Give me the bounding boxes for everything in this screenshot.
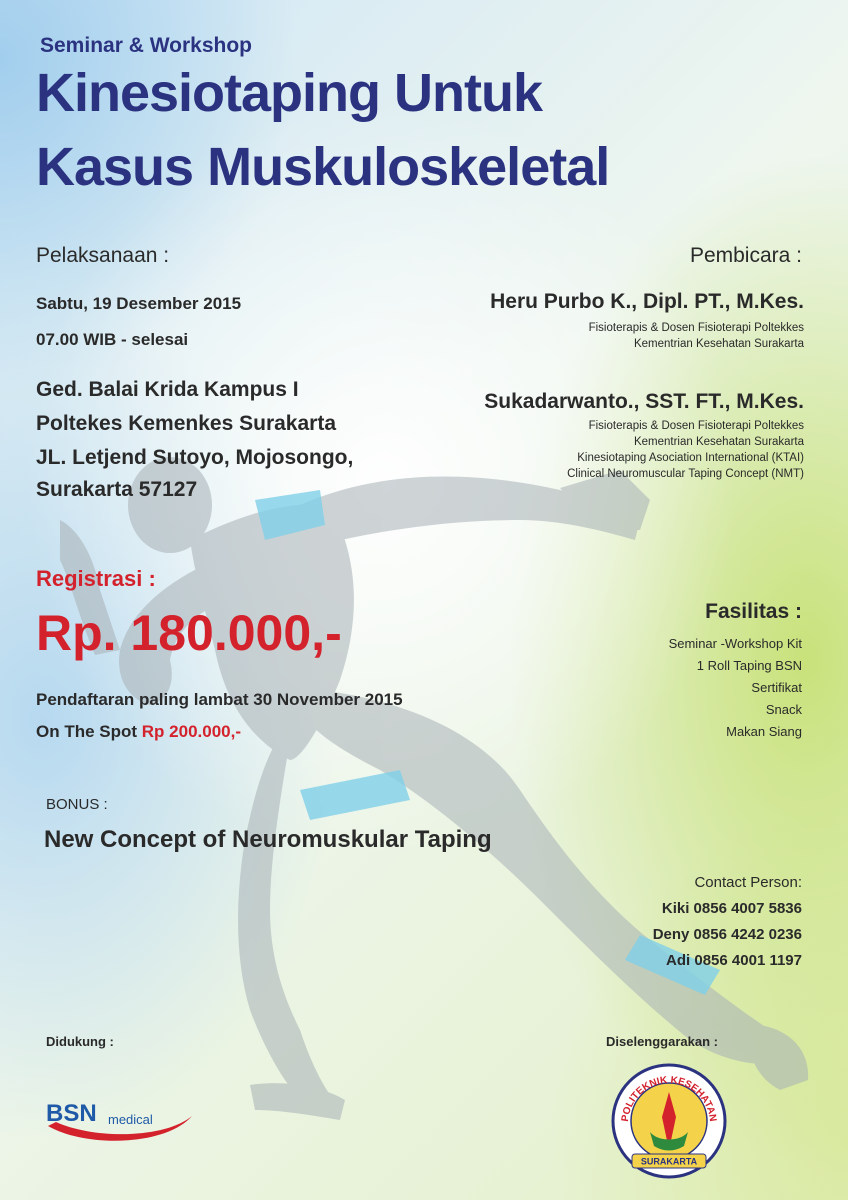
speaker-2-affil-1: Fisioterapis & Dosen Fisioterapi Poltekkes xyxy=(588,420,804,432)
bsn-medical-logo xyxy=(46,1096,196,1147)
event-title-line2: Kasus Muskuloskeletal xyxy=(36,137,610,197)
diselenggarakan-label: Diselenggarakan : xyxy=(606,1034,718,1049)
onspot-label: On The Spot xyxy=(36,722,138,741)
runner-front-foot xyxy=(250,1083,345,1120)
kinesio-tape-thigh xyxy=(300,770,410,820)
speaker-2-affil-3: Kinesiotaping Asociation International (KTAI) xyxy=(577,452,804,464)
medical-logo-text: medical xyxy=(108,1112,153,1127)
speaker-2-affil-2: Kementrian Kesehatan Surakarta xyxy=(633,436,804,448)
onspot-price: Rp 200.000,- xyxy=(141,722,242,741)
didukung-label: Didukung : xyxy=(46,1034,114,1049)
contact-person-2: Deny 0856 4242 0236 xyxy=(652,926,802,943)
speaker-1-name: Heru Purbo K., Dipl. PT., M.Kes. xyxy=(490,290,804,313)
speaker-2-name: Sukadarwanto., SST. FT., M.Kes. xyxy=(484,390,804,413)
contact-person-3: Adi 0856 4001 1197 xyxy=(666,952,802,969)
poltekkes-arc-text: POLITEKNIK KESEHATAN xyxy=(619,1074,719,1123)
venue-line4: Surakarta 57127 xyxy=(36,478,198,501)
pelaksanaan-label: Pelaksanaan : xyxy=(36,244,170,267)
onspot-line xyxy=(36,722,241,742)
facility-item-4: Snack xyxy=(765,702,802,717)
contact-label: Contact Person: xyxy=(694,874,802,891)
venue-line3: JL. Letjend Sutoyo, Mojosongo, xyxy=(36,446,354,469)
venue-line1: Ged. Balai Krida Kampus I xyxy=(36,378,299,401)
event-date: Sabtu, 19 Desember 2015 xyxy=(36,294,242,313)
facility-item-2: 1 Roll Taping BSN xyxy=(696,658,802,673)
fasilitas-label: Fasilitas : xyxy=(705,600,802,623)
bsn-logo-text: BSN xyxy=(46,1100,97,1127)
runner-back-foot xyxy=(750,1025,808,1090)
facility-item-5: Makan Siang xyxy=(726,724,802,739)
registration-deadline: Pendaftaran paling lambat 30 November 2015 xyxy=(36,690,403,709)
venue-line2: Poltekes Kemenkes Surakarta xyxy=(36,412,336,435)
event-time: 07.00 WIB - selesai xyxy=(36,330,189,349)
event-subtitle: Seminar & Workshop xyxy=(40,34,252,57)
poltekkes-city-text: SURAKARTA xyxy=(640,1156,698,1167)
facility-item-3: Sertifikat xyxy=(751,680,802,695)
speaker-2-affil-4: Clinical Neuromuscular Taping Concept (NMT) xyxy=(567,468,804,480)
poltekkes-logo xyxy=(610,1062,728,1185)
speaker-1-affil-2: Kementrian Kesehatan Surakarta xyxy=(633,338,804,350)
facility-item-1: Seminar -Workshop Kit xyxy=(668,636,802,651)
bonus-label: BONUS : xyxy=(46,796,108,813)
pembicara-label: Pembicara : xyxy=(689,244,802,267)
registration-price: Rp. 180.000,- xyxy=(36,605,342,661)
registrasi-label: Registrasi : xyxy=(36,566,156,591)
contact-person-1: Kiki 0856 4007 5836 xyxy=(661,900,802,917)
bonus-text: New Concept of Neuromuskular Taping xyxy=(44,826,492,853)
event-title-line1: Kinesiotaping Untuk xyxy=(36,63,542,123)
speaker-1-affil-1: Fisioterapis & Dosen Fisioterapi Poltekkes xyxy=(588,322,804,334)
